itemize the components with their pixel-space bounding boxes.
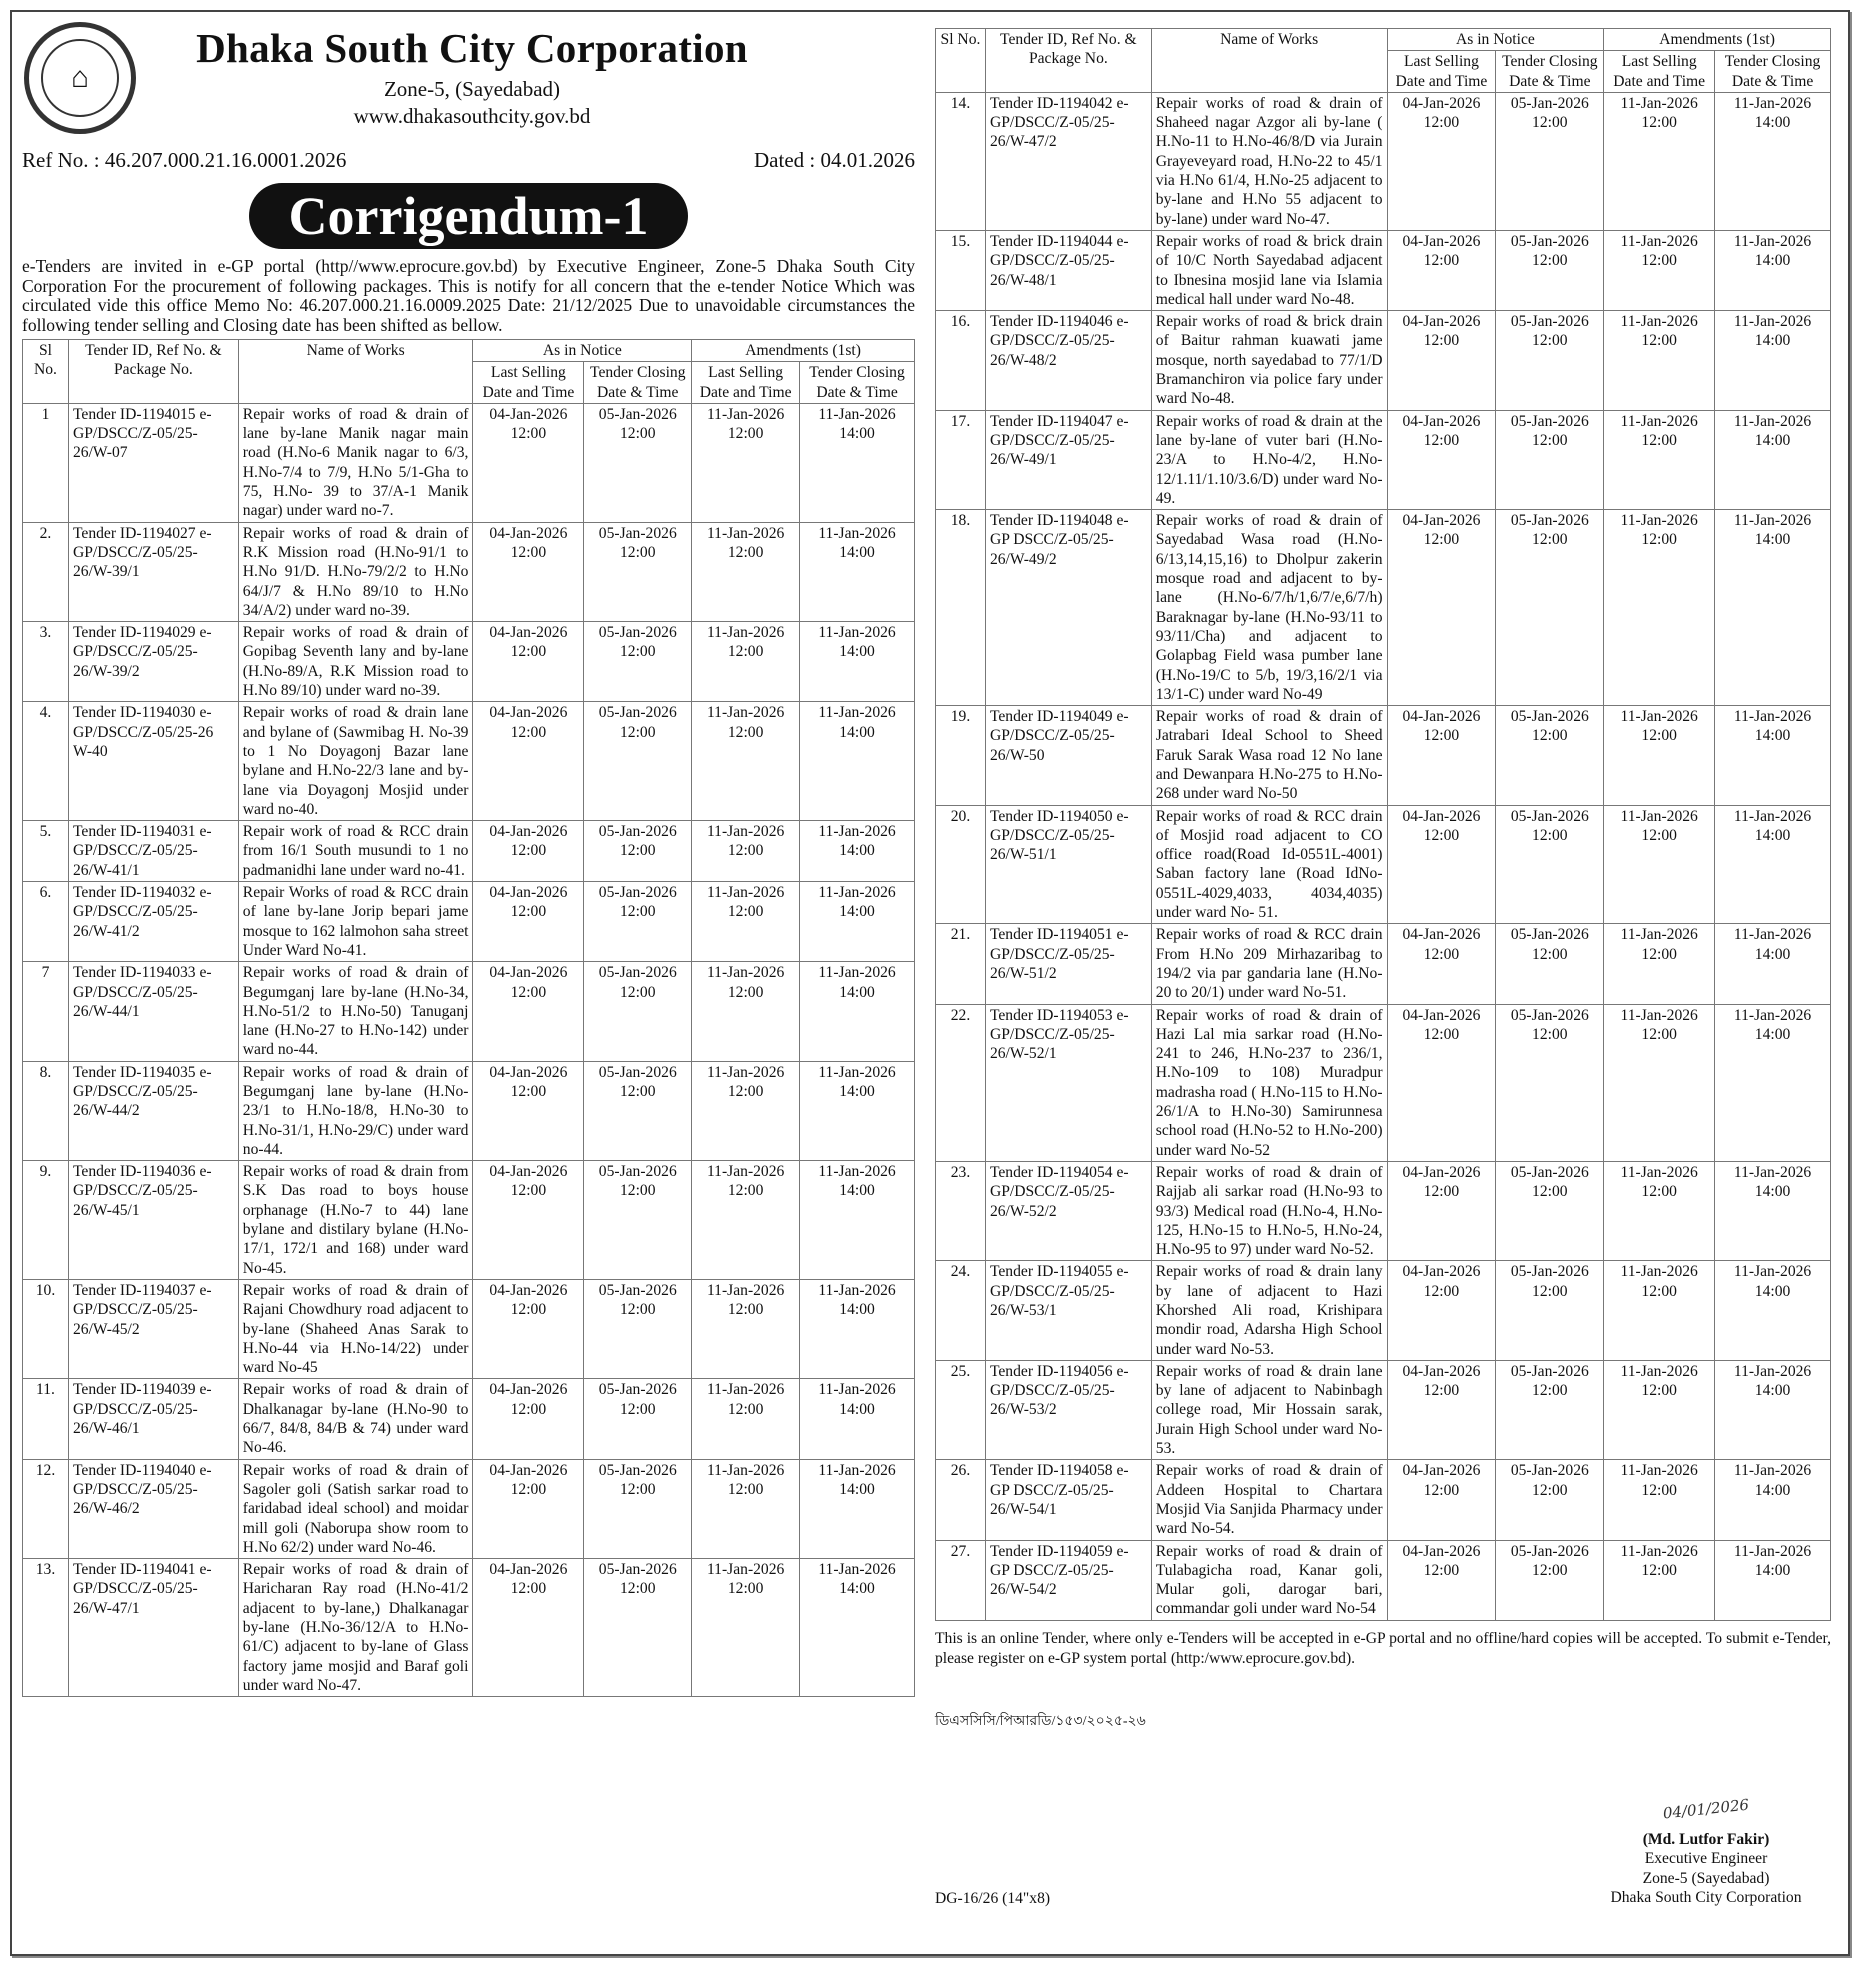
cell-last-selling: 04-Jan-2026 12:00 <box>473 622 584 702</box>
cell-closing: 05-Jan-2026 12:00 <box>1496 924 1604 1004</box>
cell-closing: 05-Jan-2026 12:00 <box>584 702 692 821</box>
cell-tender: Tender ID-1194035 e-GP/DSCC/Z-05/25-26/W-44/2 <box>68 1061 238 1160</box>
cell-last-selling-amended: 11-Jan-2026 12:00 <box>1604 805 1715 924</box>
cell-closing: 05-Jan-2026 12:00 <box>584 1459 692 1558</box>
cell-last-selling: 04-Jan-2026 12:00 <box>1387 1161 1496 1260</box>
cell-sl: 3. <box>23 622 69 702</box>
cell-name: Repair works of road & drain of Hazi Lal mia sarkar road (H.No-241 to 246, H.No-237 to 236/1, H.No-109 to 108) Muradpur madrasha road ( H.No-115 to H.No-26/1/A to H.No-30) Samirunnesa school road (H.No-52 to H.No-200) under ward No-52 <box>1151 1004 1387 1161</box>
cell-sl: 19. <box>936 706 986 805</box>
cell-sl: 11. <box>23 1379 69 1459</box>
cell-sl: 15. <box>936 230 986 310</box>
cell-last-selling: 04-Jan-2026 12:00 <box>473 403 584 522</box>
cell-sl: 8. <box>23 1061 69 1160</box>
signer-zone: Zone-5 (Sayedabad) <box>1642 1869 1770 1887</box>
table-row <box>23 1379 915 1459</box>
table-row <box>23 1161 915 1280</box>
cell-last-selling: 04-Jan-2026 12:00 <box>1387 92 1496 230</box>
cell-last-selling: 04-Jan-2026 12:00 <box>473 1379 584 1459</box>
cell-name: Repair works of road & drain of Sagoler goli (Satish sarkar road to faridabad ideal school) and moidar mill goli (Naborupa show room to H.No 62/2) under ward No-46. <box>238 1459 473 1558</box>
cell-closing: 05-Jan-2026 12:00 <box>1496 706 1604 805</box>
cell-closing: 05-Jan-2026 12:00 <box>1496 1004 1604 1161</box>
dg-code: DG-16/26 (14"x8) <box>935 1890 1051 1907</box>
header-last-selling: Last Selling Date and Time <box>473 362 584 404</box>
table-row <box>23 882 915 962</box>
cell-closing: 05-Jan-2026 12:00 <box>584 1061 692 1160</box>
cell-closing-amended: 11-Jan-2026 14:00 <box>1715 1360 1831 1459</box>
cell-name: Repair works of road & drain of Addeen Hospital to Chartara Mosjid Via Sanjida Pharmacy under ward No-54. <box>1151 1460 1387 1540</box>
header-sl: Sl No. <box>936 29 986 93</box>
cell-tender: Tender ID-1194037 e-GP/DSCC/Z-05/25-26/W-45/2 <box>68 1279 238 1378</box>
cell-sl: 1 <box>23 403 69 522</box>
cell-last-selling-amended: 11-Jan-2026 12:00 <box>1604 1004 1715 1161</box>
cell-closing-amended: 11-Jan-2026 14:00 <box>1715 1460 1831 1540</box>
cell-closing: 05-Jan-2026 12:00 <box>584 962 692 1061</box>
cell-closing-amended: 11-Jan-2026 14:00 <box>800 1161 915 1280</box>
cell-sl: 27. <box>936 1540 986 1620</box>
cell-name: Repair Works of road & RCC drain of lane by-lane Jorip bepari jame mosque to 162 lalmohon saha street Under Ward No-41. <box>238 882 473 962</box>
cell-name: Repair works of road & drain of lane by-lane Manik nagar main road (H.No-6 Manik nagar to 6/3, H.No-7/4 to 7/9, H.No 5/1-Gha to 75, H.No- 39 to 37/A-1 Manik nagar) under ward no-7. <box>238 403 473 522</box>
cell-closing: 05-Jan-2026 12:00 <box>584 821 692 882</box>
cell-closing-amended: 11-Jan-2026 14:00 <box>1715 311 1831 410</box>
cell-tender: Tender ID-1194039 e-GP/DSCC/Z-05/25-26/W-46/1 <box>68 1379 238 1459</box>
cell-last-selling-amended: 11-Jan-2026 12:00 <box>692 1379 800 1459</box>
table-row <box>23 622 915 702</box>
cell-sl: 2. <box>23 522 69 621</box>
cell-tender: Tender ID-1194059 e-GP DSCC/Z-05/25-26/W-54/2 <box>985 1540 1151 1620</box>
cell-last-selling: 04-Jan-2026 12:00 <box>1387 1460 1496 1540</box>
cell-name: Repair works of road & drain of Haricharan Ray road (H.No-41/2 adjacent to by-lane,) Dhalkanagar by-lane (H.No-36/12/A to H.No-61/C) adjacent to by-lane of Glass factory jame mosjid and Baraf goli under ward No-47. <box>238 1559 473 1697</box>
cell-tender: Tender ID-1194054 e-GP/DSCC/Z-05/25-26/W-52/2 <box>985 1161 1151 1260</box>
cell-tender: Tender ID-1194044 e-GP/DSCC/Z-05/25-26/W-48/1 <box>985 230 1151 310</box>
cell-closing-amended: 11-Jan-2026 14:00 <box>1715 410 1831 509</box>
cell-sl: 26. <box>936 1460 986 1540</box>
table-row <box>23 1061 915 1160</box>
cell-last-selling: 04-Jan-2026 12:00 <box>473 1061 584 1160</box>
cell-name: Repair works of road & drain of Gopibag Seventh lany and by-lane (H.No-89/A, R.K Mission road to H.No 89/10) under ward no-39. <box>238 622 473 702</box>
cell-tender: Tender ID-1194050 e-GP/DSCC/Z-05/25-26/W-51/1 <box>985 805 1151 924</box>
cell-name: Repair works of road & drain of Begumganj lare by-lane (H.No-34, H.No-51/2 to H.No-50) Tanuganj lane (H.No-27 to H.No-142) under ward no-44. <box>238 962 473 1061</box>
cell-name: Repair works of road & drain at the lane by-lane of vuter bari (H.No-23/A to H.No-4/2, H.No-12/1.11/1.10/3.6/D) under ward No-49. <box>1151 410 1387 509</box>
header-as-in-notice: As in Notice <box>473 340 692 362</box>
cell-name: Repair works of road & drain of Tulabagicha road, Kanar goli, Mular goli, darogar bari, commandar goli under ward No-54 <box>1151 1540 1387 1620</box>
cell-last-selling-amended: 11-Jan-2026 12:00 <box>692 702 800 821</box>
cell-last-selling-amended: 11-Jan-2026 12:00 <box>1604 510 1715 706</box>
cell-tender: Tender ID-1194055 e-GP/DSCC/Z-05/25-26/W-53/1 <box>985 1261 1151 1360</box>
cell-name: Repair works of road & brick drain of 10/C North Sayedabad adjacent to Ibnesina mosjid lane via Islamia medical hall under ward No-48. <box>1151 230 1387 310</box>
cell-closing: 05-Jan-2026 12:00 <box>1496 230 1604 310</box>
cell-last-selling-amended: 11-Jan-2026 12:00 <box>692 1279 800 1378</box>
cell-last-selling-amended: 11-Jan-2026 12:00 <box>1604 1460 1715 1540</box>
org-header <box>152 24 792 130</box>
cell-sl: 22. <box>936 1004 986 1161</box>
cell-name: Repair works of road & brick drain of Baitur rahman kuawati jame mosque, north sayedabad to 77/1/D Bramanchiron via police fary under ward No-48. <box>1151 311 1387 410</box>
header-closing-amended: Tender Closing Date & Time <box>800 362 915 404</box>
cell-last-selling: 04-Jan-2026 12:00 <box>1387 311 1496 410</box>
cell-closing: 05-Jan-2026 12:00 <box>584 1279 692 1378</box>
cell-sl: 24. <box>936 1261 986 1360</box>
cell-last-selling: 04-Jan-2026 12:00 <box>473 1559 584 1697</box>
cell-last-selling-amended: 11-Jan-2026 12:00 <box>692 821 800 882</box>
cell-last-selling: 04-Jan-2026 12:00 <box>1387 924 1496 1004</box>
cell-last-selling-amended: 11-Jan-2026 12:00 <box>692 522 800 621</box>
cell-last-selling-amended: 11-Jan-2026 12:00 <box>692 622 800 702</box>
website: www.dhakasouthcity.gov.bd <box>353 104 591 128</box>
cell-name: Repair works of road & drain of Shaheed nagar Azgor ali by-lane ( H.No-11 to H.No-46/8/D via Jurain Grayeveyard road, H.No-22 to 45/1 via H.No 61/4, H.No-25 adjacent to by-lane and H.No 55 adjacent to by-lane) under ward No-47. <box>1151 92 1387 230</box>
cell-closing: 05-Jan-2026 12:00 <box>1496 1360 1604 1459</box>
cell-name: Repair works of road & drain of Begumganj lane by-lane (H.No-23/1 to H.No-18/8, H.No-30 to H.No-31/1, H.No-29/C) under ward no-44. <box>238 1061 473 1160</box>
cell-closing-amended: 11-Jan-2026 14:00 <box>800 1459 915 1558</box>
header-as-in-notice: As in Notice <box>1387 29 1604 51</box>
cell-name: Repair works of road & drain of Dhalkanagar by-lane (H.No-90 to 66/7, 84/8, 84/B & 74) under ward No-46. <box>238 1379 473 1459</box>
cell-tender: Tender ID-1194031 e-GP/DSCC/Z-05/25-26/W-41/1 <box>68 821 238 882</box>
online-tender-note: This is an online Tender, where only e-Tenders will be accepted in e-GP portal and no offline/hard copies will be accepted. To submit e-Tender, please register on e-GP system portal (http:/www.eprocure.gov.bd). <box>935 1629 1831 1667</box>
header-sl: Sl No. <box>23 340 69 404</box>
cell-last-selling: 04-Jan-2026 12:00 <box>473 821 584 882</box>
cell-closing-amended: 11-Jan-2026 14:00 <box>1715 510 1831 706</box>
cell-last-selling-amended: 11-Jan-2026 12:00 <box>1604 924 1715 1004</box>
cell-closing-amended: 11-Jan-2026 14:00 <box>800 403 915 522</box>
left-column <box>22 14 915 1697</box>
cell-tender: Tender ID-1194030 e-GP/DSCC/Z-05/25-26 W-40 <box>68 702 238 821</box>
cell-tender: Tender ID-1194058 e-GP DSCC/Z-05/25-26/W-54/1 <box>985 1460 1151 1540</box>
header-tender: Tender ID, Ref No. & Package No. <box>68 340 238 404</box>
cell-last-selling-amended: 11-Jan-2026 12:00 <box>1604 410 1715 509</box>
cell-tender: Tender ID-1194041 e-GP/DSCC/Z-05/25-26/W-47/1 <box>68 1559 238 1697</box>
cell-closing: 05-Jan-2026 12:00 <box>1496 1261 1604 1360</box>
cell-last-selling-amended: 11-Jan-2026 12:00 <box>692 962 800 1061</box>
cell-tender: Tender ID-1194056 e-GP/DSCC/Z-05/25-26/W-53/2 <box>985 1360 1151 1459</box>
cell-last-selling-amended: 11-Jan-2026 12:00 <box>692 403 800 522</box>
table-row <box>23 962 915 1061</box>
cell-closing: 05-Jan-2026 12:00 <box>584 882 692 962</box>
cell-last-selling: 04-Jan-2026 12:00 <box>1387 1540 1496 1620</box>
header-closing: Tender Closing Date & Time <box>1496 51 1604 93</box>
cell-sl: 13. <box>23 1559 69 1697</box>
cell-closing-amended: 11-Jan-2026 14:00 <box>1715 1261 1831 1360</box>
cell-tender: Tender ID-1194053 e-GP/DSCC/Z-05/25-26/W-52/1 <box>985 1004 1151 1161</box>
cell-closing-amended: 11-Jan-2026 14:00 <box>800 1559 915 1697</box>
dscc-logo-icon: ⌂ <box>24 22 136 134</box>
cell-sl: 17. <box>936 410 986 509</box>
cell-closing-amended: 11-Jan-2026 14:00 <box>800 1279 915 1378</box>
cell-sl: 9. <box>23 1161 69 1280</box>
cell-name: Repair work of road & RCC drain from 16/1 South musundi to 1 no padmanidhi lane under ward no-41. <box>238 821 473 882</box>
cell-closing-amended: 11-Jan-2026 14:00 <box>800 962 915 1061</box>
cell-name: Repair works of road & drain lane and bylane of (Sawmibag H. No-39 to 1 No Doyagonj Bazar lane bylane and H.No-22/3 lane and by-lane via Doyagonj Mosjid under ward no-40. <box>238 702 473 821</box>
cell-sl: 14. <box>936 92 986 230</box>
cell-closing: 05-Jan-2026 12:00 <box>584 1559 692 1697</box>
cell-last-selling: 04-Jan-2026 12:00 <box>473 882 584 962</box>
table-row <box>23 522 915 621</box>
cell-tender: Tender ID-1194040 e-GP/DSCC/Z-05/25-26/W-46/2 <box>68 1459 238 1558</box>
header-closing: Tender Closing Date & Time <box>584 362 692 404</box>
cell-closing-amended: 11-Jan-2026 14:00 <box>1715 230 1831 310</box>
cell-sl: 16. <box>936 311 986 410</box>
cell-tender: Tender ID-1194027 e-GP/DSCC/Z-05/25-26/W-39/1 <box>68 522 238 621</box>
table-row <box>23 821 915 882</box>
cell-last-selling: 04-Jan-2026 12:00 <box>473 1279 584 1378</box>
cell-sl: 10. <box>23 1279 69 1378</box>
intro-paragraph: e-Tenders are invited in e-GP portal (http//www.eprocure.gov.bd) by Executive Engineer, Zone-5 Dhaka South City Corporation For the procurement of following packages. This is notify for all concern that the e-tender Notice Which was circulated vide this office Memo No: 46.207.000.21.16.0009.2025 Date: 21/12/2025 Due to unavoidable circumstances the following tender selling and Closing date has been shifted as bellow. <box>22 256 915 335</box>
cell-sl: 18. <box>936 510 986 706</box>
cell-closing: 05-Jan-2026 12:00 <box>1496 1161 1604 1260</box>
cell-tender: Tender ID-1194042 e-GP/DSCC/Z-05/25-26/W-47/2 <box>985 92 1151 230</box>
signature: 04/01/2026 <box>1661 1795 1750 1823</box>
cell-tender: Tender ID-1194046 e-GP/DSCC/Z-05/25-26/W-48/2 <box>985 311 1151 410</box>
cell-closing: 05-Jan-2026 12:00 <box>584 1161 692 1280</box>
cell-last-selling-amended: 11-Jan-2026 12:00 <box>1604 706 1715 805</box>
zone: Zone-5, (Sayedabad) <box>383 77 561 101</box>
cell-last-selling: 04-Jan-2026 12:00 <box>473 1161 584 1280</box>
cell-tender: Tender ID-1194049 e-GP/DSCC/Z-05/25-26/W-50 <box>985 706 1151 805</box>
cell-closing: 05-Jan-2026 12:00 <box>1496 410 1604 509</box>
cell-name: Repair works of road & drain of Rajani Chowdhury road adjacent to by-lane (Shaheed Anas Sarak to H.No-44 via H.No-14/22) under ward No-45 <box>238 1279 473 1378</box>
cell-tender: Tender ID-1194029 e-GP/DSCC/Z-05/25-26/W-39/2 <box>68 622 238 702</box>
cell-last-selling: 04-Jan-2026 12:00 <box>1387 805 1496 924</box>
cell-closing-amended: 11-Jan-2026 14:00 <box>1715 1161 1831 1260</box>
org-name: Dhaka South City Corporation <box>196 25 748 71</box>
dated: Dated : 04.01.2026 <box>754 148 915 172</box>
cell-closing-amended: 11-Jan-2026 14:00 <box>1715 1540 1831 1620</box>
cell-tender: Tender ID-1194047 e-GP/DSCC/Z-05/25-26/W-49/1 <box>985 410 1151 509</box>
cell-sl: 12. <box>23 1459 69 1558</box>
cell-closing-amended: 11-Jan-2026 14:00 <box>800 821 915 882</box>
signer-org: Dhaka South City Corporation <box>1610 1889 1802 1906</box>
corrigendum-title: Corrigendum-1 <box>249 183 689 249</box>
cell-name: Repair works of road & drain of Sayedabad Wasa road (H.No-6/13,14,15,16) to Dholpur zakerin mosque road and adjacent to by-lane (H.No-6/7/h/1,6/7/e,6/7/h) Baraknagar by-lane (H.No-93/11 to 93/11/Cha) and adjacent to Golapbag Field wasa pumber lane (H.No-19/C to 5/b, 19/3,16/2/1 via 13/1-C) under ward No-49 <box>1151 510 1387 706</box>
cell-last-selling-amended: 11-Jan-2026 12:00 <box>692 1161 800 1280</box>
cell-name: Repair works of road & drain from S.K Das road to boys house orphanage (H.No-7 to 44) lane bylane and distilary bylane (H.No-17/1, 172/1 and 168) under ward No-45. <box>238 1161 473 1280</box>
cell-last-selling: 04-Jan-2026 12:00 <box>1387 1261 1496 1360</box>
cell-tender: Tender ID-1194036 e-GP/DSCC/Z-05/25-26/W-45/1 <box>68 1161 238 1280</box>
cell-sl: 23. <box>936 1161 986 1260</box>
cell-closing-amended: 11-Jan-2026 14:00 <box>800 1061 915 1160</box>
header-last-selling-amended: Last Selling Date and Time <box>1604 51 1715 93</box>
cell-closing-amended: 11-Jan-2026 14:00 <box>800 702 915 821</box>
cell-tender: Tender ID-1194051 e-GP/DSCC/Z-05/25-26/W-51/2 <box>985 924 1151 1004</box>
cell-sl: 20. <box>936 805 986 924</box>
bangla-ref: ডিএসসিসি/পিআরডি/১৫৩/২০২৫-২৬ <box>935 1713 1146 1729</box>
cell-closing: 05-Jan-2026 12:00 <box>1496 805 1604 924</box>
cell-name: Repair works of road & drain of R.K Mission road (H.No-91/1 to H.No 91/D. H.No-79/2/2 to H.No 64/J/7 & H.No 89/10 to H.No 34/A/2) under ward no-39. <box>238 522 473 621</box>
cell-last-selling: 04-Jan-2026 12:00 <box>1387 1360 1496 1459</box>
cell-closing-amended: 11-Jan-2026 14:00 <box>1715 92 1831 230</box>
cell-closing-amended: 11-Jan-2026 14:00 <box>1715 1004 1831 1161</box>
header-amendments: Amendments (1st) <box>1604 29 1831 51</box>
cell-name: Repair works of road & drain of Jatrabari Ideal School to Sheed Faruk Sarak Wasa road 12 No lane and Dewanpara H.No-275 to H.No-268 under ward No-50 <box>1151 706 1387 805</box>
cell-last-selling: 04-Jan-2026 12:00 <box>1387 706 1496 805</box>
cell-last-selling: 04-Jan-2026 12:00 <box>473 522 584 621</box>
table-row <box>23 1559 915 1697</box>
signer-name: (Md. Lutfor Fakir) <box>1642 1830 1770 1848</box>
header-name: Name of Works <box>1151 29 1387 93</box>
cell-sl: 6. <box>23 882 69 962</box>
signer-title: Executive Engineer <box>1644 1850 1768 1867</box>
cell-tender: Tender ID-1194032 e-GP/DSCC/Z-05/25-26/W-41/2 <box>68 882 238 962</box>
cell-last-selling-amended: 11-Jan-2026 12:00 <box>1604 1360 1715 1459</box>
cell-last-selling-amended: 11-Jan-2026 12:00 <box>1604 230 1715 310</box>
cell-last-selling-amended: 11-Jan-2026 12:00 <box>692 1559 800 1697</box>
cell-sl: 7 <box>23 962 69 1061</box>
cell-sl: 4. <box>23 702 69 821</box>
cell-closing: 05-Jan-2026 12:00 <box>1496 510 1604 706</box>
cell-last-selling: 04-Jan-2026 12:00 <box>1387 510 1496 706</box>
cell-last-selling-amended: 11-Jan-2026 12:00 <box>1604 1161 1715 1260</box>
cell-last-selling-amended: 11-Jan-2026 12:00 <box>1604 92 1715 230</box>
table-row <box>23 403 915 522</box>
cell-closing: 05-Jan-2026 12:00 <box>1496 311 1604 410</box>
header-amendments: Amendments (1st) <box>692 340 915 362</box>
cell-name: Repair works of road & RCC drain of Mosjid road adjacent to CO office road(Road Id-0551L-4001) Saban factory lane (Road IdNo-0551L-4029,4033, 4034,4035) under ward No- 51. <box>1151 805 1387 924</box>
cell-closing: 05-Jan-2026 12:00 <box>584 622 692 702</box>
cell-closing-amended: 11-Jan-2026 14:00 <box>800 522 915 621</box>
cell-last-selling-amended: 11-Jan-2026 12:00 <box>692 1061 800 1160</box>
header-last-selling: Last Selling Date and Time <box>1387 51 1496 93</box>
ref-line <box>22 148 915 173</box>
cell-closing: 05-Jan-2026 12:00 <box>1496 1460 1604 1540</box>
cell-closing: 05-Jan-2026 12:00 <box>584 522 692 621</box>
cell-last-selling-amended: 11-Jan-2026 12:00 <box>692 882 800 962</box>
cell-last-selling: 04-Jan-2026 12:00 <box>1387 410 1496 509</box>
cell-closing-amended: 11-Jan-2026 14:00 <box>800 622 915 702</box>
cell-sl: 21. <box>936 924 986 1004</box>
cell-last-selling-amended: 11-Jan-2026 12:00 <box>692 1459 800 1558</box>
cell-closing-amended: 11-Jan-2026 14:00 <box>800 882 915 962</box>
header-tender: Tender ID, Ref No. & Package No. <box>985 29 1151 93</box>
cell-last-selling: 04-Jan-2026 12:00 <box>1387 230 1496 310</box>
cell-last-selling: 04-Jan-2026 12:00 <box>473 962 584 1061</box>
cell-closing: 05-Jan-2026 12:00 <box>1496 1540 1604 1620</box>
header-last-selling-amended: Last Selling Date and Time <box>692 362 800 404</box>
cell-closing-amended: 11-Jan-2026 14:00 <box>1715 805 1831 924</box>
cell-closing-amended: 11-Jan-2026 14:00 <box>1715 924 1831 1004</box>
cell-tender: Tender ID-1194033 e-GP/DSCC/Z-05/25-26/W-44/1 <box>68 962 238 1061</box>
cell-name: Repair works of road & RCC drain From H.No 209 Mirhazaribag to 194/2 via par gandaria lane (H.No-20 to 20/1) under ward No-51. <box>1151 924 1387 1004</box>
table-row <box>23 1279 915 1378</box>
cell-closing: 05-Jan-2026 12:00 <box>1496 92 1604 230</box>
cell-last-selling-amended: 11-Jan-2026 12:00 <box>1604 1261 1715 1360</box>
cell-last-selling-amended: 11-Jan-2026 12:00 <box>1604 311 1715 410</box>
cell-closing: 05-Jan-2026 12:00 <box>584 403 692 522</box>
signature-block <box>1591 1795 1821 1908</box>
cell-sl: 5. <box>23 821 69 882</box>
cell-last-selling-amended: 11-Jan-2026 12:00 <box>1604 1540 1715 1620</box>
cell-closing-amended: 11-Jan-2026 14:00 <box>1715 706 1831 805</box>
cell-tender: Tender ID-1194048 e-GP DSCC/Z-05/25-26/W-49/2 <box>985 510 1151 706</box>
cell-tender: Tender ID-1194015 e-GP/DSCC/Z-05/25-26/W-07 <box>68 403 238 522</box>
ref-no: Ref No. : 46.207.000.21.16.0001.2026 <box>22 148 347 172</box>
cell-name: Repair works of road & drain lany by lane of adjacent to Hazi Khorshed Ali road, Krishipara mondir road, Adarsha High School under ward No-53. <box>1151 1261 1387 1360</box>
cell-last-selling: 04-Jan-2026 12:00 <box>473 1459 584 1558</box>
header-closing-amended: Tender Closing Date & Time <box>1715 51 1831 93</box>
table-row <box>23 702 915 821</box>
cell-sl: 25. <box>936 1360 986 1459</box>
tender-table-left <box>22 339 915 1697</box>
header-name: Name of Works <box>238 340 473 404</box>
cell-name: Repair works of road & drain of Rajjab ali sarkar road (H.No-93 to 93/3) Medical road (H.No-4, H.No-125, H.No-15 to H.No-5, H.No-24, H.No-95 to 97) under ward No-52. <box>1151 1161 1387 1260</box>
cell-closing: 05-Jan-2026 12:00 <box>584 1379 692 1459</box>
cell-last-selling: 04-Jan-2026 12:00 <box>1387 1004 1496 1161</box>
cell-last-selling: 04-Jan-2026 12:00 <box>473 702 584 821</box>
table-row <box>23 1459 915 1558</box>
cell-name: Repair works of road & drain lane by lane of adjacent to Nabinbagh college road, Mir Hossain sarak, Jurain High School under ward No-53. <box>1151 1360 1387 1459</box>
cell-closing-amended: 11-Jan-2026 14:00 <box>800 1379 915 1459</box>
